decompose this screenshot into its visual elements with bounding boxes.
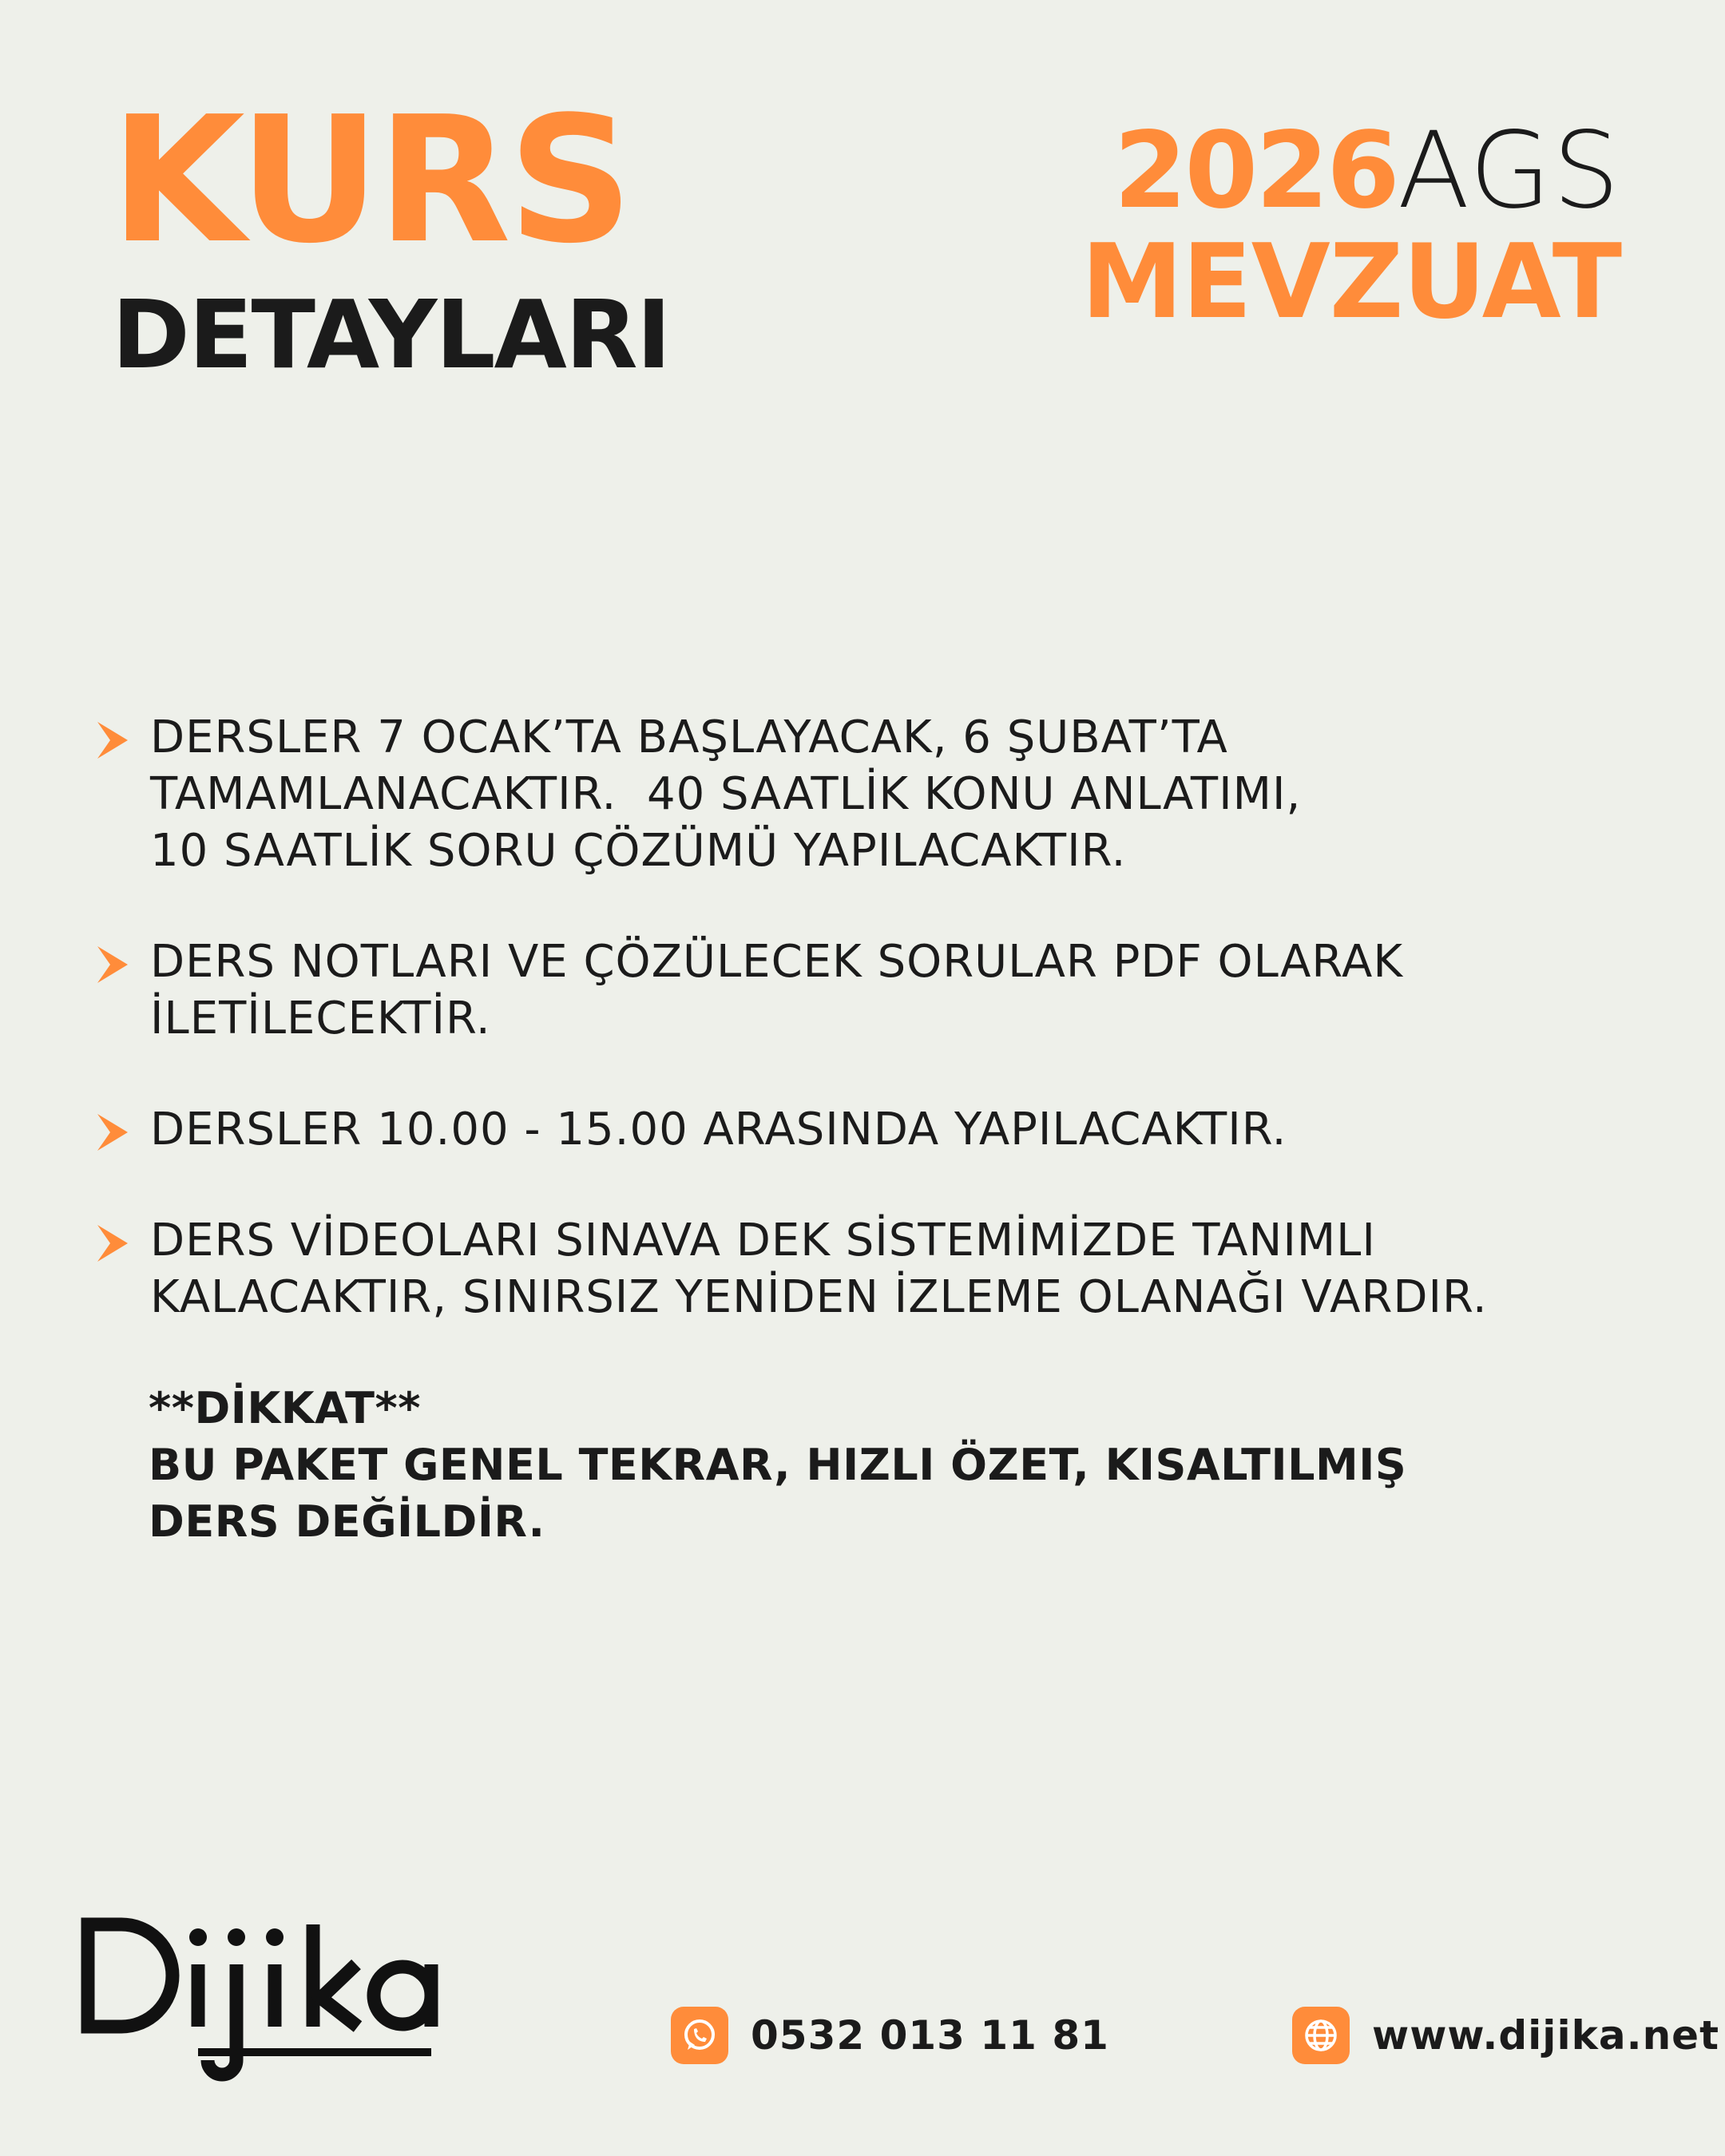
notice-block bbox=[149, 1380, 1666, 1550]
list-item-text: DERS VİDEOLARI SINAVA DEK SİSTEMİMİZDE TANIMLI KALACAKTIR, SINIRSIZ YENİDEN İZLEME OLANAĞI VARDIR. bbox=[150, 1215, 1488, 1323]
exam-name: AGS bbox=[1397, 109, 1621, 232]
course-badge bbox=[1081, 109, 1621, 342]
dijika-logo bbox=[80, 1915, 447, 2091]
notice-line: DERS DEĞİLDİR. bbox=[149, 1496, 545, 1547]
phone-contact[interactable] bbox=[671, 2007, 1109, 2064]
chevron-right-icon bbox=[94, 720, 131, 760]
list-item bbox=[94, 1101, 1660, 1158]
website-contact[interactable] bbox=[1292, 2007, 1719, 2064]
list-item-text: DERS NOTLARI VE ÇÖZÜLECEK SORULAR PDF OLARAK İLETİLECEKTİR. bbox=[150, 936, 1404, 1044]
chevron-right-icon bbox=[94, 945, 131, 985]
list-item-text: DERSLER 7 OCAK’TA BAŞLAYACAK, 6 ŞUBAT’TA TAMAMLANACAKTIR. 40 SAATLİK KONU ANLATIMI, 10 SAATLİK SORU ÇÖZÜMÜ YAPILACAKTIR. bbox=[150, 711, 1302, 877]
whatsapp-icon bbox=[671, 2007, 728, 2064]
details-list bbox=[94, 709, 1660, 1380]
chevron-right-icon bbox=[94, 1112, 131, 1152]
page-title: KURS bbox=[110, 80, 630, 282]
phone-number[interactable]: 0532 013 11 81 bbox=[751, 2012, 1109, 2059]
notice-line: BU PAKET GENEL TEKRAR, HIZLI ÖZET, KISALTILMIŞ bbox=[149, 1440, 1407, 1490]
list-item bbox=[94, 709, 1660, 879]
list-item bbox=[94, 1212, 1660, 1326]
notice-title: **DİKKAT** bbox=[149, 1383, 421, 1433]
course-subject: MEVZUAT bbox=[1081, 223, 1621, 342]
globe-icon bbox=[1292, 2007, 1350, 2064]
course-year: 2026 bbox=[1113, 109, 1398, 232]
list-item bbox=[94, 933, 1660, 1047]
chevron-right-icon bbox=[94, 1223, 131, 1263]
list-item-text: DERSLER 10.00 - 15.00 ARASINDA YAPILACAKTIR. bbox=[150, 1104, 1287, 1155]
website-link[interactable]: www.dijika.net bbox=[1372, 2012, 1719, 2059]
page-subtitle: DETAYLARI bbox=[112, 279, 670, 390]
